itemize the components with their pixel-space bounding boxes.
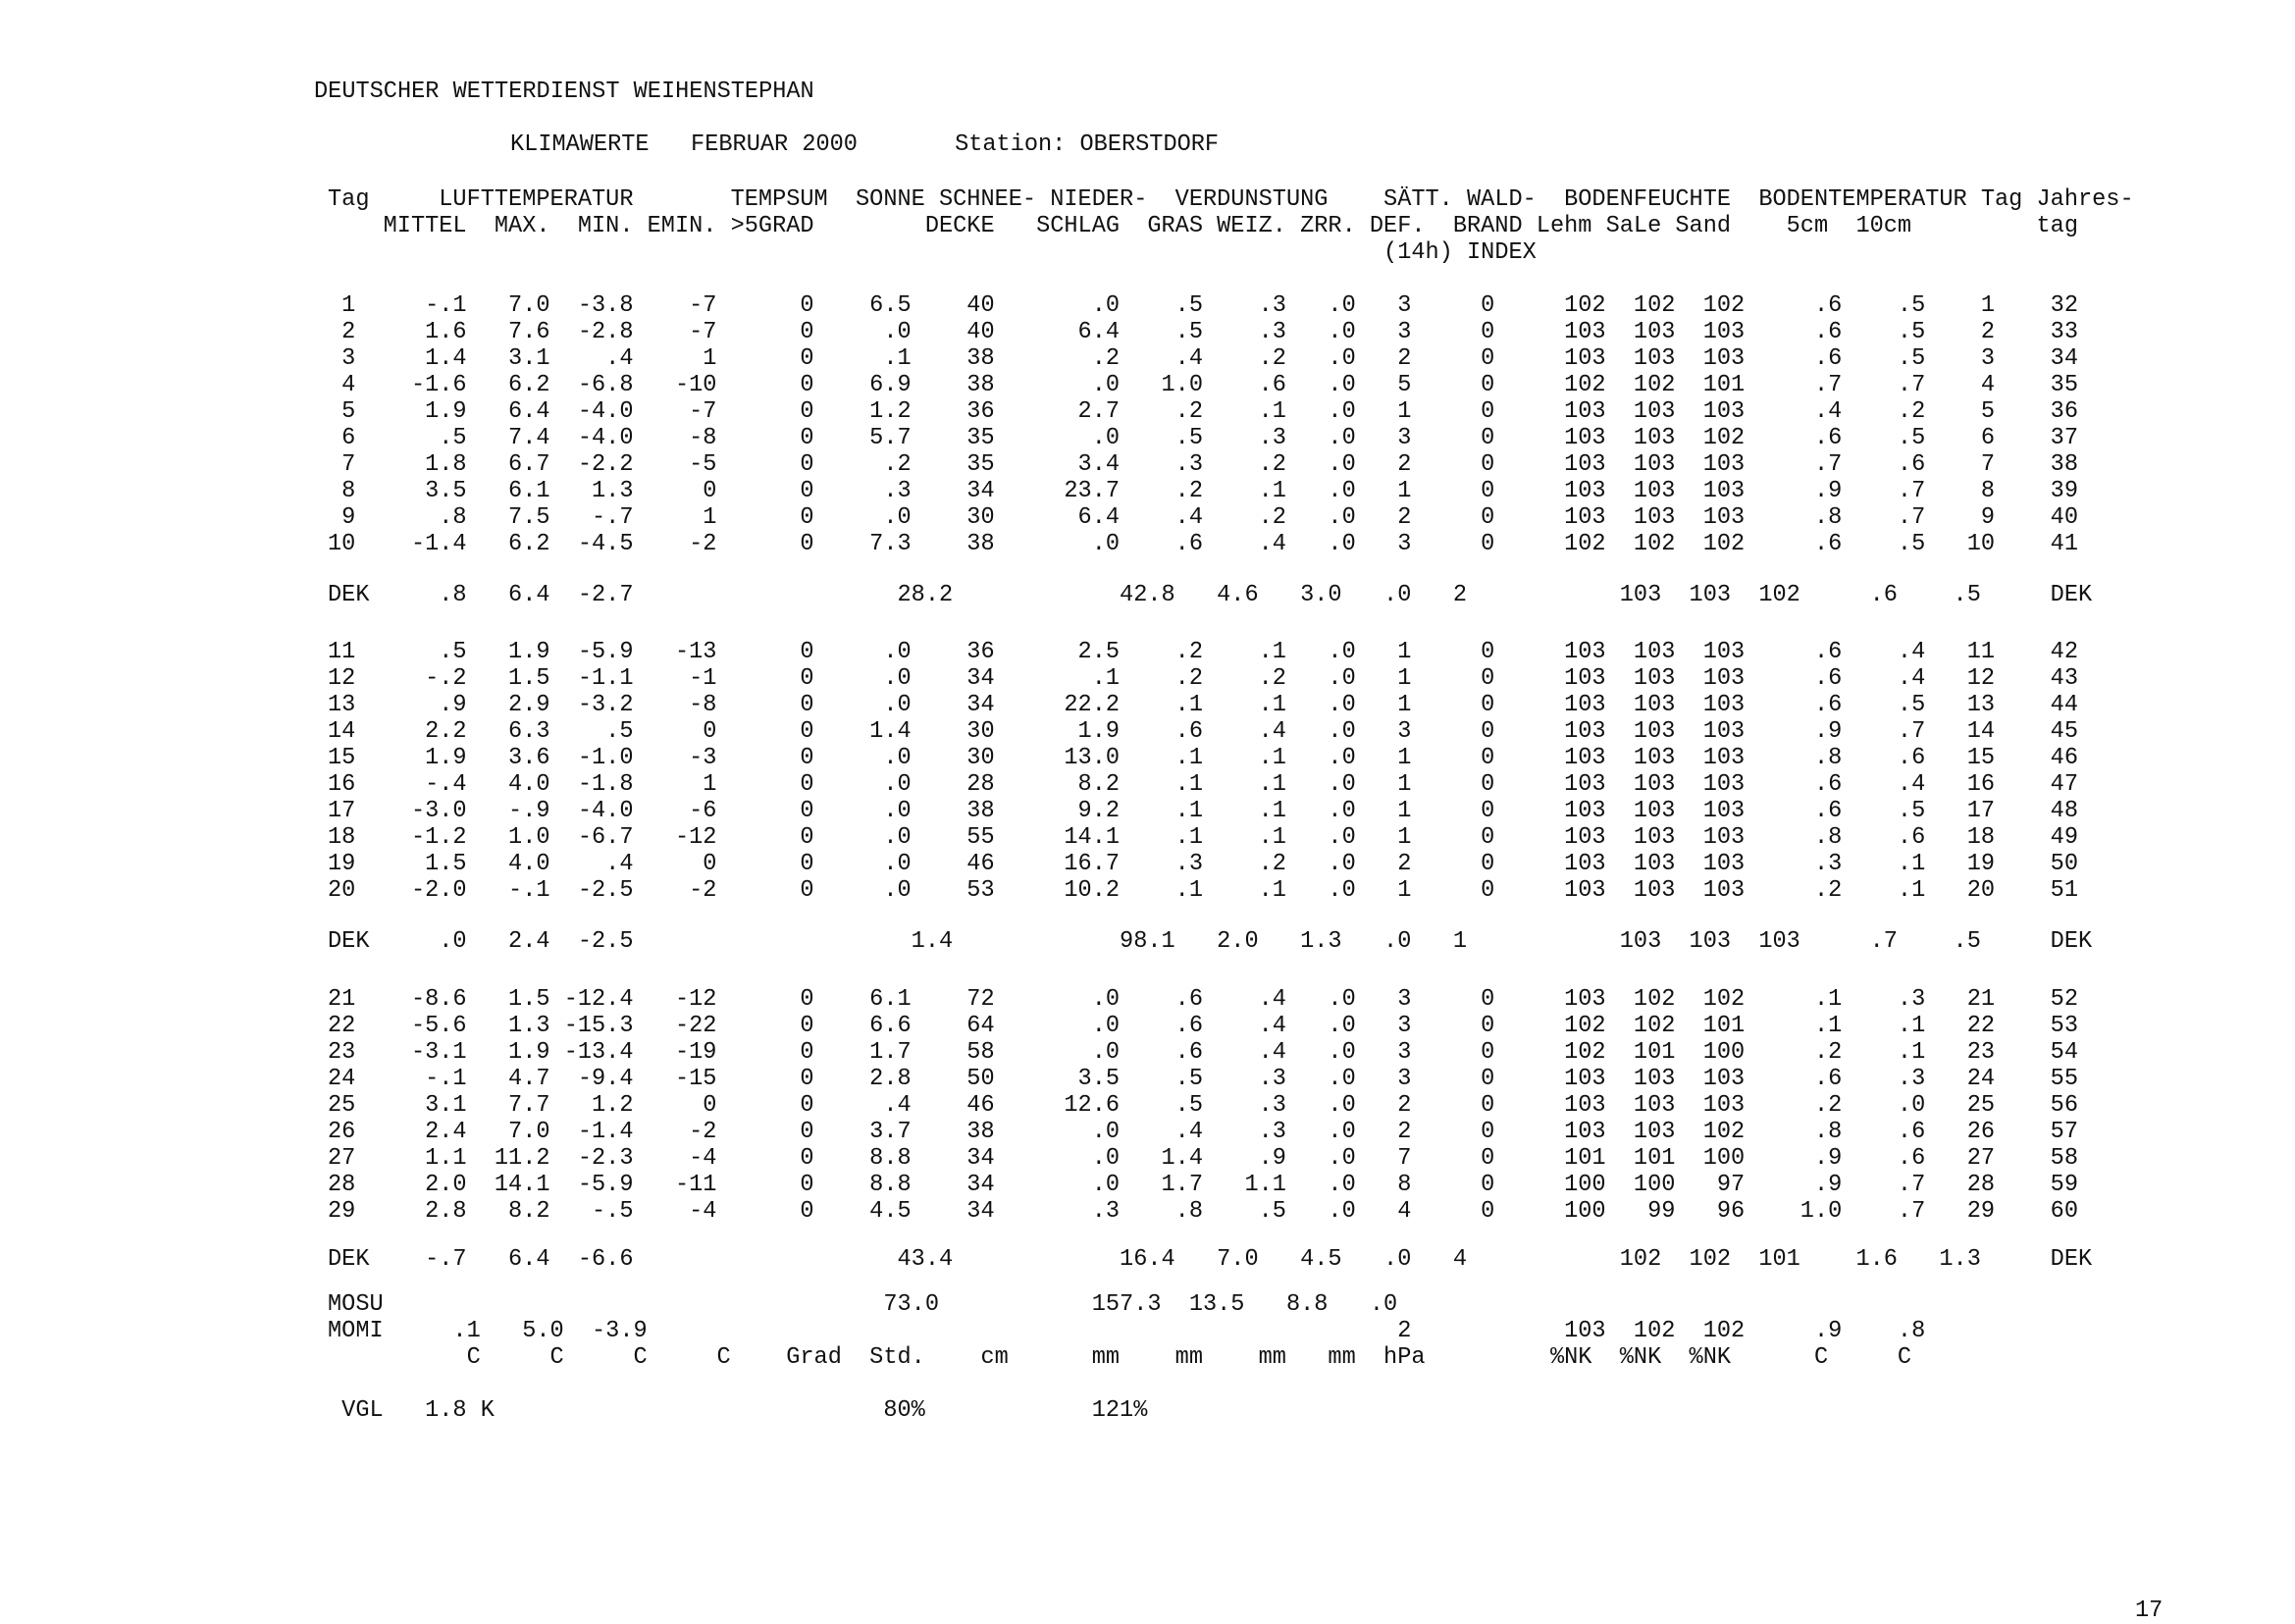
table-row: 4 -1.6 6.2 -6.8 -10 0 6.9 38 .0 1.0 .6 .0 5 0 102 102 101 .7 .7 4 35 — [328, 372, 2078, 398]
table-row: 15 1.9 3.6 -1.0 -3 0 .0 30 13.0 .1 .1 .0 1 0 103 103 103 .8 .6 15 46 — [328, 745, 2078, 771]
table-row: 5 1.9 6.4 -4.0 -7 0 1.2 36 2.7 .2 .1 .0 1 0 103 103 103 .4 .2 5 36 — [328, 398, 2078, 425]
table-row: 19 1.5 4.0 .4 0 0 .0 46 16.7 .3 .2 .0 2 0 103 103 103 .3 .1 19 50 — [328, 851, 2078, 877]
header-line-3: (14h) INDEX — [328, 239, 1537, 266]
momi-row: MOMI .1 5.0 -3.9 2 103 102 102 .9 .8 — [328, 1318, 1926, 1344]
table-row: 22 -5.6 1.3 -15.3 -22 0 6.6 64 .0 .6 .4 .0 3 0 102 102 101 .1 .1 22 53 — [328, 1013, 2078, 1039]
units-row: C C C C Grad Std. cm mm mm mm mm hPa %NK %NK %NK C C — [328, 1344, 1912, 1371]
header-line-2: MITTEL MAX. MIN. EMIN. >5GRAD DECKE SCHLAG GRAS WEIZ. ZRR. DEF. BRAND Lehm SaLe Sand 5cm 10cm tag — [328, 213, 2078, 239]
table-row: 25 3.1 7.7 1.2 0 0 .4 46 12.6 .5 .3 .0 2 0 103 103 103 .2 .0 25 56 — [328, 1092, 2078, 1119]
table-row: 16 -.4 4.0 -1.8 1 0 .0 28 8.2 .1 .1 .0 1 0 103 103 103 .6 .4 16 47 — [328, 771, 2078, 798]
table-row: 3 1.4 3.1 .4 1 0 .1 38 .2 .4 .2 .0 2 0 103 103 103 .6 .5 3 34 — [328, 345, 2078, 372]
table-row: 6 .5 7.4 -4.0 -8 0 5.7 35 .0 .5 .3 .0 3 0 103 103 102 .6 .5 6 37 — [328, 425, 2078, 451]
table-row: 9 .8 7.5 -.7 1 0 .0 30 6.4 .4 .2 .0 2 0 103 103 103 .8 .7 9 40 — [328, 504, 2078, 531]
table-row: 14 2.2 6.3 .5 0 0 1.4 30 1.9 .6 .4 .0 3 0 103 103 103 .9 .7 14 45 — [328, 718, 2078, 745]
table-row: 23 -3.1 1.9 -13.4 -19 0 1.7 58 .0 .6 .4 .0 3 0 102 101 100 .2 .1 23 54 — [328, 1039, 2078, 1066]
table-row: 18 -1.2 1.0 -6.7 -12 0 .0 55 14.1 .1 .1 .0 1 0 103 103 103 .8 .6 18 49 — [328, 824, 2078, 851]
decade-summary-row: DEK -.7 6.4 -6.6 43.4 16.4 7.0 4.5 .0 4 102 102 101 1.6 1.3 DEK — [328, 1246, 2093, 1273]
mosu-row: MOSU 73.0 157.3 13.5 8.8 .0 — [328, 1291, 1398, 1318]
decade-summary-row: DEK .0 2.4 -2.5 1.4 98.1 2.0 1.3 .0 1 103 103 103 .7 .5 DEK — [328, 928, 2093, 955]
table-row: 8 3.5 6.1 1.3 0 0 .3 34 23.7 .2 .1 .0 1 0 103 103 103 .9 .7 8 39 — [328, 478, 2078, 504]
table-row: 29 2.8 8.2 -.5 -4 0 4.5 34 .3 .8 .5 .0 4 0 100 99 96 1.0 .7 29 60 — [328, 1198, 2078, 1225]
comparison-row: VGL 1.8 K 80% 121% — [328, 1397, 1148, 1424]
table-row: 26 2.4 7.0 -1.4 -2 0 3.7 38 .0 .4 .3 .0 2 0 103 103 102 .8 .6 26 57 — [328, 1119, 2078, 1145]
table-row: 28 2.0 14.1 -5.9 -11 0 8.8 34 .0 1.7 1.1 .0 8 0 100 100 97 .9 .7 28 59 — [328, 1172, 2078, 1198]
institution-title: DEUTSCHER WETTERDIENST WEIHENSTEPHAN — [314, 79, 814, 105]
table-row: 11 .5 1.9 -5.9 -13 0 .0 36 2.5 .2 .1 .0 1 0 103 103 103 .6 .4 11 42 — [328, 639, 2078, 665]
table-row: 12 -.2 1.5 -1.1 -1 0 .0 34 .1 .2 .2 .0 1 0 103 103 103 .6 .4 12 43 — [328, 665, 2078, 692]
table-row: 24 -.1 4.7 -9.4 -15 0 2.8 50 3.5 .5 .3 .0 3 0 103 103 103 .6 .3 24 55 — [328, 1066, 2078, 1092]
table-row: 2 1.6 7.6 -2.8 -7 0 .0 40 6.4 .5 .3 .0 3 0 103 103 103 .6 .5 2 33 — [328, 319, 2078, 345]
table-row: 27 1.1 11.2 -2.3 -4 0 8.8 34 .0 1.4 .9 .0 7 0 101 101 100 .9 .6 27 58 — [328, 1145, 2078, 1172]
table-row: 20 -2.0 -.1 -2.5 -2 0 .0 53 10.2 .1 .1 .0 1 0 103 103 103 .2 .1 20 51 — [328, 877, 2078, 904]
table-row: 21 -8.6 1.5 -12.4 -12 0 6.1 72 .0 .6 .4 .0 3 0 103 102 102 .1 .3 21 52 — [328, 986, 2078, 1013]
table-row: 17 -3.0 -.9 -4.0 -6 0 .0 38 9.2 .1 .1 .0 1 0 103 103 103 .6 .5 17 48 — [328, 798, 2078, 824]
report-subtitle: KLIMAWERTE FEBRUAR 2000 Station: OBERSTDORF — [510, 131, 1220, 158]
table-row: 1 -.1 7.0 -3.8 -7 0 6.5 40 .0 .5 .3 .0 3 0 102 102 102 .6 .5 1 32 — [328, 292, 2078, 319]
decade-summary-row: DEK .8 6.4 -2.7 28.2 42.8 4.6 3.0 .0 2 103 103 102 .6 .5 DEK — [328, 582, 2093, 608]
page-number: 17 — [2135, 1598, 2164, 1624]
header-line-1: Tag LUFTTEMPERATUR TEMPSUM SONNE SCHNEE- NIEDER- VERDUNSTUNG SÄTT. WALD- BODENFEUCHTE BODENTEMPERATUR Tag Jahres- — [328, 186, 2134, 213]
table-row: 7 1.8 6.7 -2.2 -5 0 .2 35 3.4 .3 .2 .0 2 0 103 103 103 .7 .6 7 38 — [328, 451, 2078, 478]
table-row: 10 -1.4 6.2 -4.5 -2 0 7.3 38 .0 .6 .4 .0 3 0 102 102 102 .6 .5 10 41 — [328, 531, 2078, 557]
table-row: 13 .9 2.9 -3.2 -8 0 .0 34 22.2 .1 .1 .0 1 0 103 103 103 .6 .5 13 44 — [328, 692, 2078, 718]
